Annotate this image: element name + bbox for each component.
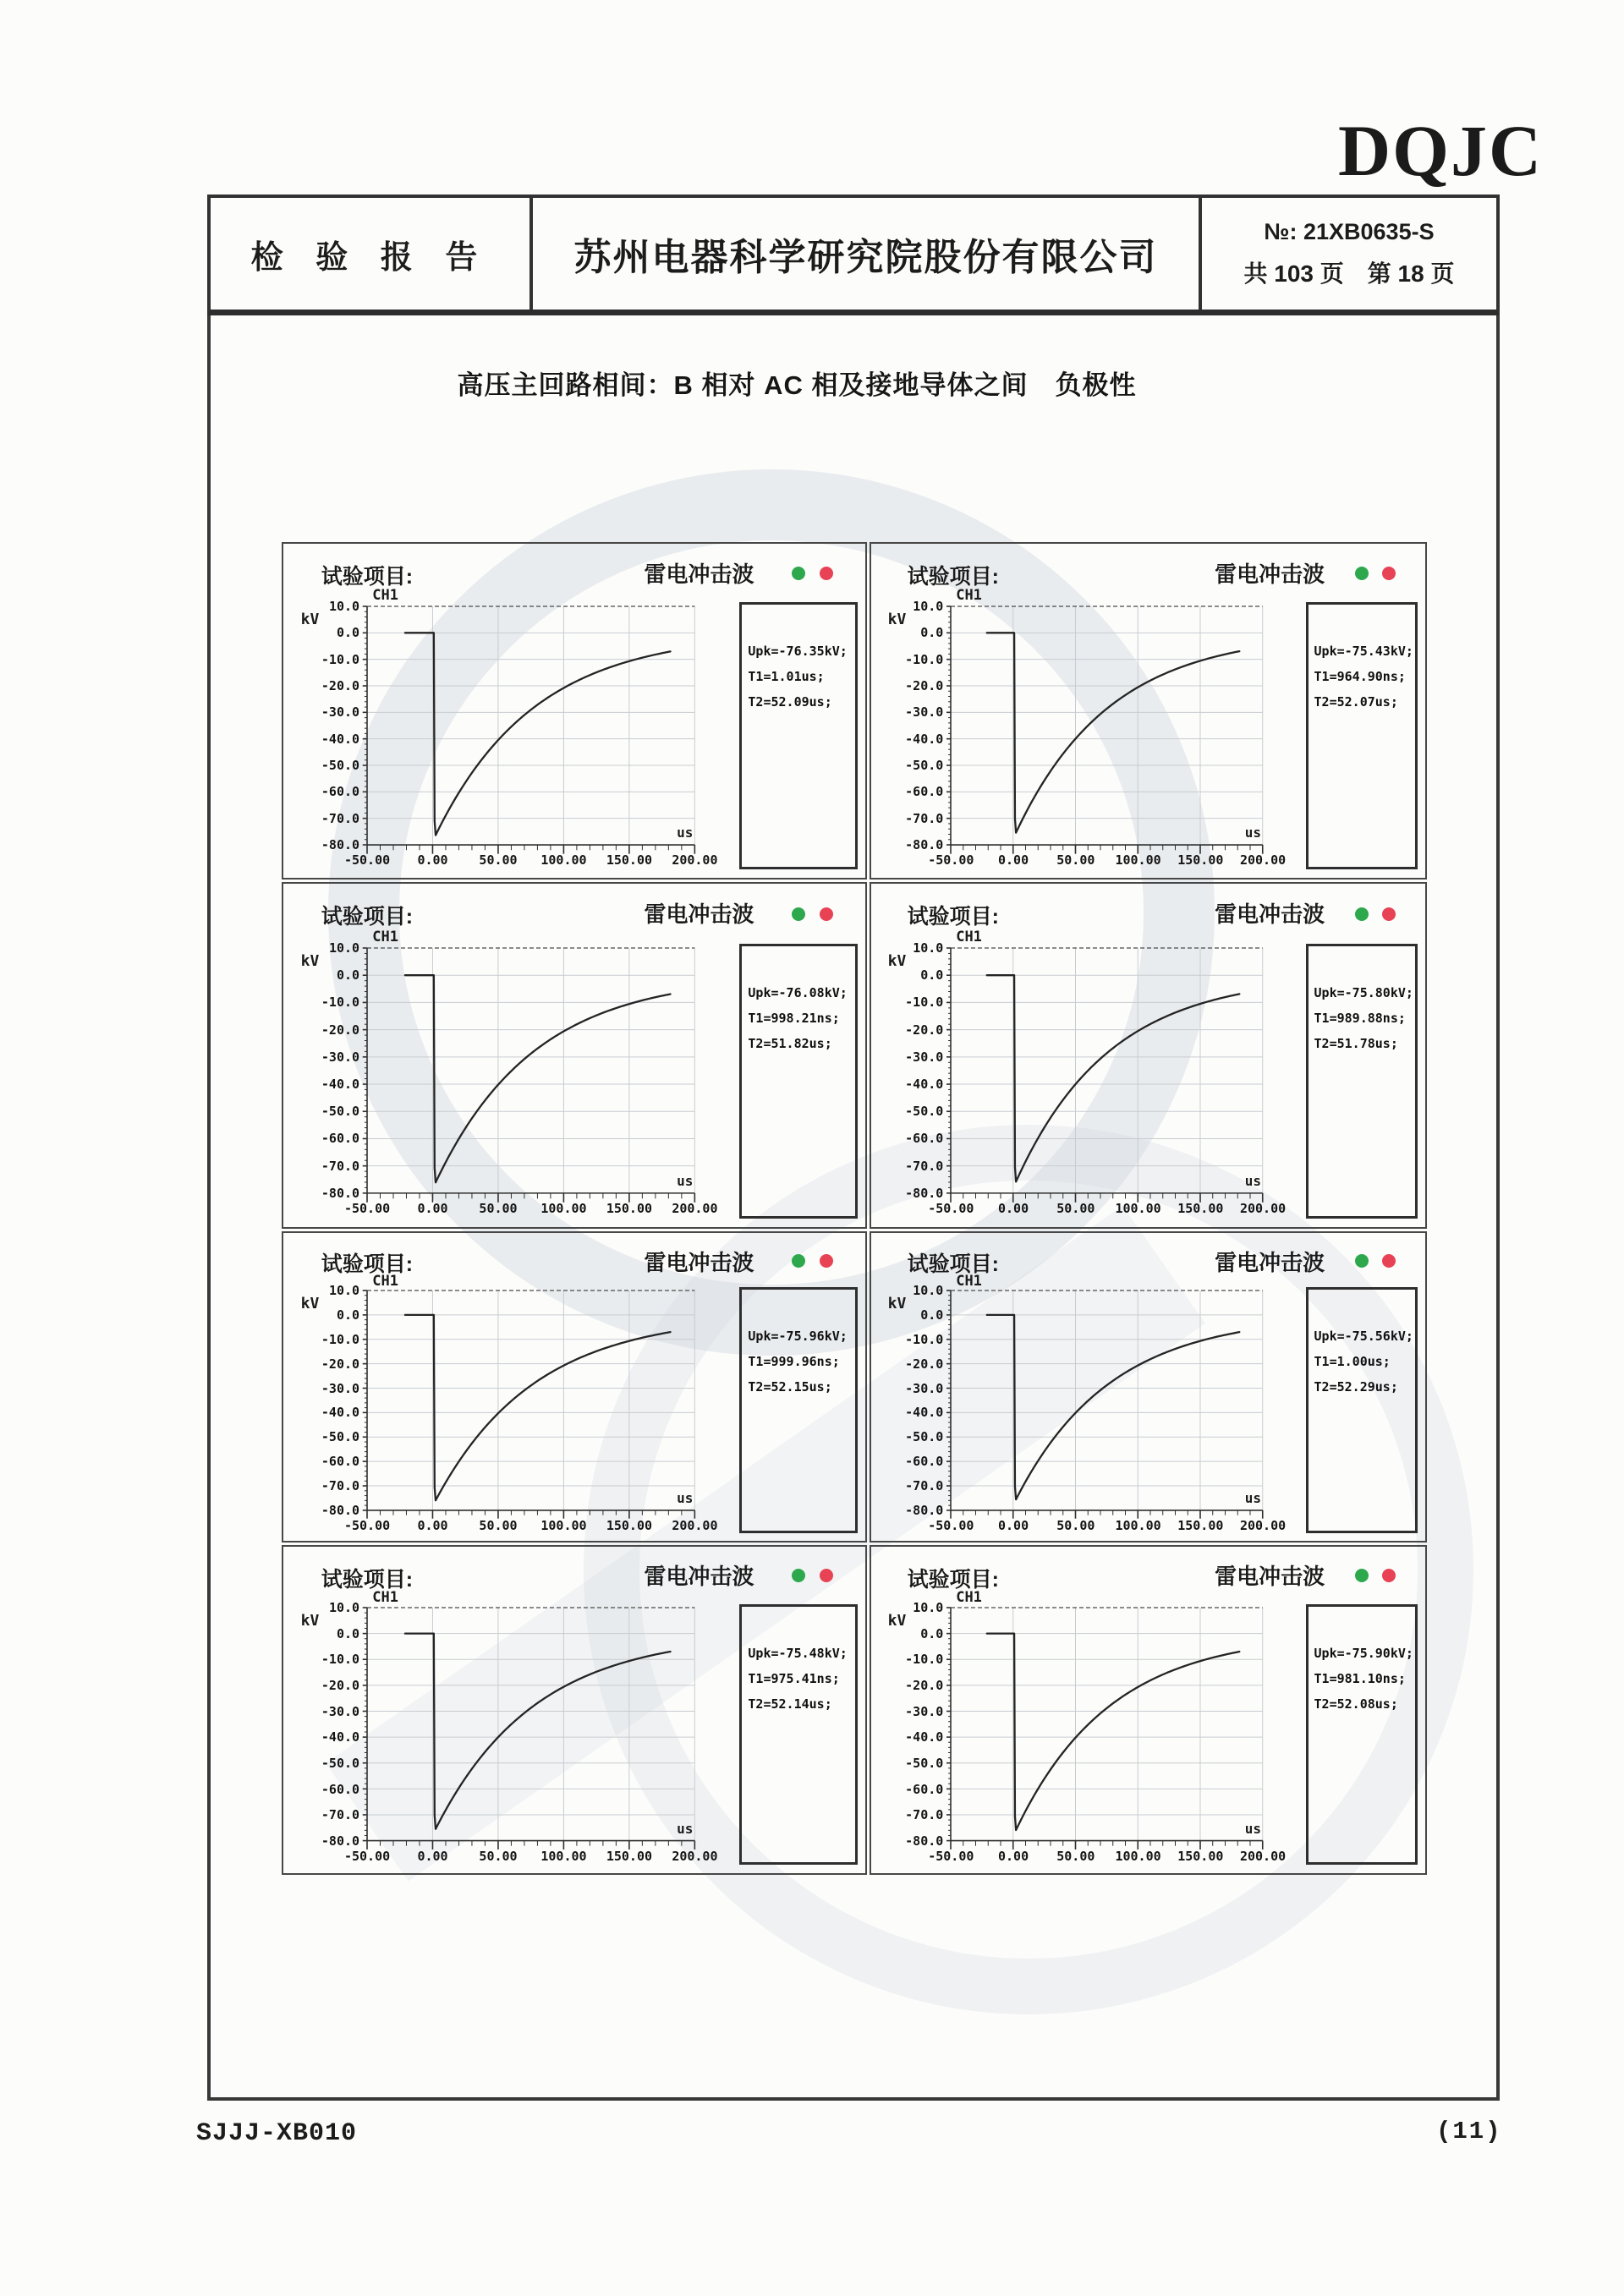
y-tick-label: -70.0 — [905, 810, 944, 826]
y-tick-label: -20.0 — [905, 1022, 944, 1038]
x-tick-label: 50.00 — [1056, 852, 1095, 868]
red-status-dot-icon — [1382, 567, 1396, 580]
peak-voltage-value: Upk=-75.56kV; — [1314, 1328, 1413, 1344]
y-tick-label: -10.0 — [321, 1652, 360, 1668]
y-tick-label: -70.0 — [321, 1478, 360, 1494]
y-tick-label: -50.0 — [905, 1104, 944, 1120]
waveform-plot-area — [321, 598, 718, 868]
x-tick-label: 100.00 — [540, 1848, 587, 1864]
peak-voltage-value: Upk=-75.48kV; — [748, 1645, 848, 1661]
channel-label: CH1 — [372, 928, 398, 945]
test-item-label: 试验项目: — [907, 1252, 999, 1277]
green-status-dot-icon — [792, 907, 805, 921]
waveform-plot-area — [905, 1283, 1287, 1533]
company-name: 苏州电器科学研究院股份有限公司 — [573, 237, 1158, 278]
y-tick-label: 10.0 — [328, 1600, 360, 1616]
front-time-value: T1=981.10ns; — [1314, 1670, 1406, 1686]
red-status-dot-icon — [820, 907, 833, 921]
y-tick-label: -20.0 — [905, 1678, 944, 1694]
page-count-info: 共 103 页 第 18 页 — [1243, 260, 1455, 287]
y-tick-label: 0.0 — [920, 1625, 944, 1641]
header-table — [207, 195, 1500, 315]
red-status-dot-icon — [1382, 1569, 1396, 1582]
front-time-value: T1=1.00us; — [1314, 1353, 1391, 1369]
green-status-dot-icon — [792, 1569, 805, 1582]
impulse-waveform-panel — [870, 1231, 1427, 1543]
y-tick-label: 0.0 — [920, 1307, 944, 1323]
wave-type-label: 雷电冲击波 — [1215, 1564, 1325, 1590]
x-tick-label: 50.00 — [1056, 1517, 1095, 1533]
channel-label: CH1 — [956, 1273, 982, 1290]
header-cell-company — [533, 198, 1202, 310]
x-axis-unit-label: us — [1244, 1172, 1262, 1189]
y-tick-label: 10.0 — [913, 1283, 944, 1299]
y-tick-label: 10.0 — [913, 940, 944, 956]
measurement-box — [1306, 1604, 1418, 1866]
y-tick-label: 0.0 — [336, 625, 360, 641]
x-tick-label: 100.00 — [1115, 852, 1161, 868]
impulse-trace — [405, 1315, 671, 1500]
y-tick-label: 10.0 — [913, 1600, 944, 1616]
y-tick-label: -10.0 — [905, 1652, 944, 1668]
x-tick-label: 100.00 — [540, 1517, 587, 1533]
x-tick-label: 150.00 — [1177, 1517, 1224, 1533]
test-item-label: 试验项目: — [907, 564, 999, 589]
x-tick-label: 200.00 — [1239, 1517, 1287, 1533]
y-tick-label: 10.0 — [913, 598, 944, 614]
waveform-chart — [367, 1290, 694, 1510]
x-axis-unit-label: us — [1244, 1820, 1262, 1837]
y-tick-label: -40.0 — [905, 1076, 944, 1092]
impulse-trace — [987, 975, 1240, 1181]
x-tick-label: 50.00 — [479, 852, 518, 868]
wave-type-label: 雷电冲击波 — [1215, 901, 1325, 928]
impulse-waveform-panel — [282, 882, 867, 1229]
red-status-dot-icon — [1382, 1254, 1396, 1268]
x-tick-label: 100.00 — [1115, 1200, 1161, 1216]
x-tick-label: 200.00 — [672, 1848, 718, 1864]
y-tick-label: -50.0 — [321, 757, 360, 773]
y-tick-label: -70.0 — [321, 1158, 360, 1174]
y-tick-label: -80.0 — [905, 1502, 944, 1518]
y-axis-unit-label: kV — [300, 952, 320, 971]
x-tick-label: 200.00 — [672, 1200, 718, 1216]
waveform-chart — [951, 1608, 1263, 1841]
x-tick-label: 200.00 — [672, 852, 718, 868]
x-axis-unit-label: us — [677, 824, 694, 841]
x-tick-label: -50.00 — [343, 852, 391, 868]
y-axis-unit-label: kV — [300, 1612, 320, 1630]
half-value-time-value: T2=52.09us; — [748, 694, 832, 710]
impulse-waveform-panel — [282, 542, 867, 879]
half-value-time-value: T2=52.15us; — [748, 1378, 832, 1395]
y-tick-label: 0.0 — [336, 1307, 360, 1323]
y-tick-label: -30.0 — [321, 1049, 360, 1065]
y-tick-label: -30.0 — [905, 1380, 944, 1396]
y-tick-label: -80.0 — [321, 1185, 360, 1201]
measurement-box — [739, 1604, 858, 1866]
channel-label: CH1 — [372, 1273, 398, 1290]
impulse-waveform-panel — [282, 1545, 867, 1875]
y-tick-label: -50.0 — [905, 1429, 944, 1445]
document-code: SJJJ-XB010 — [196, 2119, 358, 2148]
section-title: 高压主回路相间：B 相对 AC 相及接地导体之间 负极性 — [457, 370, 1137, 400]
x-tick-label: 150.00 — [606, 1200, 653, 1216]
x-tick-label: 100.00 — [1115, 1517, 1161, 1533]
half-value-time-value: T2=52.07us; — [1314, 694, 1398, 710]
y-tick-label: -60.0 — [321, 1131, 360, 1147]
wave-type-label: 雷电冲击波 — [644, 1249, 754, 1275]
y-tick-label: -30.0 — [905, 1703, 944, 1719]
y-tick-label: -60.0 — [905, 1781, 944, 1797]
green-status-dot-icon — [1355, 567, 1369, 580]
x-tick-label: 200.00 — [1239, 852, 1287, 868]
y-tick-label: -40.0 — [905, 731, 944, 747]
y-tick-label: -60.0 — [321, 1781, 360, 1797]
y-tick-label: -60.0 — [321, 1454, 360, 1470]
impulse-waveform-panel — [870, 1545, 1427, 1875]
y-tick-label: -70.0 — [321, 810, 360, 826]
y-tick-label: -10.0 — [321, 995, 360, 1011]
y-tick-label: -80.0 — [321, 836, 360, 852]
y-tick-label: 10.0 — [328, 598, 360, 614]
header-cell-report-no — [1202, 198, 1496, 310]
y-axis-unit-label: kV — [300, 1294, 320, 1312]
green-status-dot-icon — [792, 567, 805, 580]
waveform-plot-area — [321, 1283, 718, 1533]
x-tick-label: 50.00 — [479, 1200, 518, 1216]
waveform-plot-area — [905, 598, 1287, 868]
waveform-plot-area — [321, 1600, 718, 1864]
y-tick-label: -10.0 — [321, 651, 360, 667]
wave-type-label: 雷电冲击波 — [644, 1564, 754, 1590]
y-tick-label: 0.0 — [920, 625, 944, 641]
half-value-time-value: T2=52.08us; — [1314, 1696, 1398, 1712]
x-tick-label: 0.00 — [417, 852, 448, 868]
x-tick-label: 150.00 — [606, 1517, 653, 1533]
x-tick-label: -50.00 — [928, 852, 974, 868]
y-tick-label: 0.0 — [920, 967, 944, 984]
test-item-label: 试验项目: — [321, 1252, 414, 1277]
red-status-dot-icon — [1382, 907, 1396, 921]
impulse-trace — [405, 633, 671, 835]
channel-label: CH1 — [956, 1589, 982, 1607]
measurement-box — [1306, 1287, 1418, 1533]
y-tick-label: -70.0 — [905, 1807, 944, 1823]
x-tick-label: 100.00 — [540, 1200, 587, 1216]
y-tick-label: -50.0 — [321, 1104, 360, 1120]
green-status-dot-icon — [792, 1254, 805, 1268]
y-tick-label: -60.0 — [905, 1454, 944, 1470]
test-item-label: 试验项目: — [907, 1567, 999, 1592]
y-tick-label: -10.0 — [321, 1331, 360, 1347]
y-tick-label: -40.0 — [905, 1405, 944, 1421]
y-tick-label: 10.0 — [328, 940, 360, 956]
impulse-waveform-panel — [282, 1231, 867, 1543]
peak-voltage-value: Upk=-75.80kV; — [1314, 985, 1413, 1001]
peak-voltage-value: Upk=-76.08kV; — [748, 985, 848, 1001]
impulse-trace — [405, 975, 671, 1182]
y-tick-label: 0.0 — [336, 967, 360, 984]
front-time-value: T1=964.90ns; — [1314, 669, 1406, 685]
y-tick-label: -40.0 — [321, 1729, 360, 1745]
x-tick-label: 0.00 — [998, 852, 1029, 868]
x-tick-label: 50.00 — [479, 1517, 518, 1533]
y-tick-label: -70.0 — [905, 1158, 944, 1174]
y-tick-label: -20.0 — [321, 1678, 360, 1694]
test-item-label: 试验项目: — [321, 905, 414, 929]
oscillogram-grid — [282, 542, 1427, 1875]
impulse-trace — [987, 1315, 1240, 1499]
peak-voltage-value: Upk=-75.96kV; — [748, 1328, 848, 1344]
x-tick-label: 150.00 — [1177, 852, 1224, 868]
y-tick-label: -30.0 — [321, 704, 360, 721]
impulse-trace — [405, 1634, 671, 1829]
x-tick-label: 100.00 — [540, 852, 587, 868]
y-tick-label: -30.0 — [321, 1380, 360, 1396]
wave-type-label: 雷电冲击波 — [1215, 1249, 1325, 1275]
y-tick-label: -40.0 — [321, 1076, 360, 1092]
impulse-trace — [987, 633, 1240, 832]
y-tick-label: -70.0 — [321, 1807, 360, 1823]
y-axis-unit-label: kV — [887, 611, 907, 628]
measurement-box — [739, 944, 858, 1219]
report-title: 检 验 报 告 — [250, 239, 490, 276]
y-tick-label: -80.0 — [905, 1833, 944, 1849]
y-tick-label: -50.0 — [905, 757, 944, 773]
header-cell-report-title — [211, 198, 533, 310]
y-tick-label: -50.0 — [321, 1429, 360, 1445]
dqjc-logo: DQJC — [1338, 110, 1544, 191]
y-tick-label: -10.0 — [905, 1331, 944, 1347]
wave-type-label: 雷电冲击波 — [644, 561, 754, 587]
x-tick-label: 0.00 — [998, 1517, 1029, 1533]
y-tick-label: -40.0 — [321, 731, 360, 747]
y-tick-label: -80.0 — [905, 836, 944, 852]
impulse-trace — [987, 1634, 1240, 1830]
y-tick-label: -60.0 — [905, 1131, 944, 1147]
y-tick-label: -80.0 — [321, 1502, 360, 1518]
waveform-chart — [367, 606, 694, 845]
y-axis-unit-label: kV — [887, 1294, 907, 1312]
x-axis-unit-label: us — [677, 1172, 694, 1189]
x-tick-label: 150.00 — [1177, 1200, 1224, 1216]
y-tick-label: -20.0 — [905, 677, 944, 693]
x-tick-label: 150.00 — [606, 852, 653, 868]
report-number: №: 21XB0635-S — [1264, 218, 1435, 244]
measurement-box — [1306, 944, 1418, 1219]
x-axis-unit-label: us — [677, 1489, 694, 1506]
waveform-chart — [951, 948, 1263, 1193]
channel-label: CH1 — [372, 587, 398, 605]
test-item-label: 试验项目: — [321, 564, 414, 589]
measurement-box — [739, 602, 858, 869]
y-tick-label: -30.0 — [321, 1703, 360, 1719]
test-item-label: 试验项目: — [321, 1567, 414, 1592]
x-tick-label: 50.00 — [479, 1848, 518, 1864]
x-axis-unit-label: us — [677, 1820, 694, 1837]
green-status-dot-icon — [1355, 1254, 1369, 1268]
waveform-chart — [951, 1290, 1263, 1510]
y-axis-unit-label: kV — [887, 1612, 907, 1630]
peak-voltage-value: Upk=-76.35kV; — [748, 644, 848, 660]
y-tick-label: -10.0 — [905, 995, 944, 1011]
x-tick-label: 200.00 — [1239, 1848, 1287, 1864]
front-time-value: T1=1.01us; — [748, 669, 825, 685]
measurement-box — [739, 1287, 858, 1533]
half-value-time-value: T2=51.82us; — [748, 1036, 832, 1052]
x-tick-label: -50.00 — [343, 1848, 391, 1864]
page-number: (11) — [1436, 2118, 1502, 2145]
half-value-time-value: T2=52.14us; — [748, 1696, 832, 1712]
y-tick-label: -20.0 — [321, 1356, 360, 1372]
front-time-value: T1=998.21ns; — [748, 1011, 840, 1027]
y-tick-label: -30.0 — [905, 1049, 944, 1065]
red-status-dot-icon — [820, 1254, 833, 1268]
impulse-waveform-panel — [870, 882, 1427, 1229]
front-time-value: T1=975.41ns; — [748, 1670, 840, 1686]
y-tick-label: -40.0 — [321, 1405, 360, 1421]
red-status-dot-icon — [820, 567, 833, 580]
waveform-chart — [367, 1608, 694, 1841]
y-tick-label: -10.0 — [905, 651, 944, 667]
y-tick-label: -70.0 — [905, 1478, 944, 1494]
peak-voltage-value: Upk=-75.90kV; — [1314, 1645, 1413, 1661]
y-tick-label: -50.0 — [905, 1755, 944, 1771]
x-tick-label: -50.00 — [928, 1517, 974, 1533]
front-time-value: T1=999.96ns; — [748, 1353, 840, 1369]
wave-type-label: 雷电冲击波 — [1215, 561, 1325, 587]
channel-label: CH1 — [956, 587, 982, 605]
x-axis-unit-label: us — [1244, 1489, 1262, 1506]
x-tick-label: 0.00 — [417, 1848, 448, 1864]
y-tick-label: -60.0 — [905, 784, 944, 800]
half-value-time-value: T2=51.78us; — [1314, 1036, 1398, 1052]
y-tick-label: -60.0 — [321, 784, 360, 800]
impulse-waveform-panel — [870, 542, 1427, 879]
y-tick-label: -30.0 — [905, 704, 944, 721]
measurement-box — [1306, 602, 1418, 869]
peak-voltage-value: Upk=-75.43kV; — [1314, 644, 1413, 660]
y-tick-label: -20.0 — [321, 1022, 360, 1038]
x-tick-label: 200.00 — [1239, 1200, 1287, 1216]
x-tick-label: 150.00 — [1177, 1848, 1224, 1864]
x-axis-unit-label: us — [1244, 824, 1262, 841]
green-status-dot-icon — [1355, 1569, 1369, 1582]
y-tick-label: -40.0 — [905, 1729, 944, 1745]
front-time-value: T1=989.88ns; — [1314, 1011, 1406, 1027]
x-tick-label: 100.00 — [1115, 1848, 1161, 1864]
channel-label: CH1 — [372, 1589, 398, 1607]
waveform-chart — [367, 948, 694, 1193]
half-value-time-value: T2=52.29us; — [1314, 1378, 1398, 1395]
green-status-dot-icon — [1355, 907, 1369, 921]
x-tick-label: 50.00 — [1056, 1848, 1095, 1864]
waveform-plot-area — [905, 940, 1287, 1216]
y-axis-unit-label: kV — [887, 952, 907, 971]
y-tick-label: -20.0 — [321, 677, 360, 693]
test-item-label: 试验项目: — [907, 905, 999, 929]
waveform-plot-area — [321, 940, 718, 1216]
x-tick-label: 0.00 — [998, 1848, 1029, 1864]
x-tick-label: -50.00 — [928, 1848, 974, 1864]
x-tick-label: 0.00 — [417, 1517, 448, 1533]
x-tick-label: -50.00 — [928, 1200, 974, 1216]
y-tick-label: -80.0 — [321, 1833, 360, 1849]
y-tick-label: 0.0 — [336, 1625, 360, 1641]
wave-type-label: 雷电冲击波 — [644, 901, 754, 928]
x-tick-label: 50.00 — [1056, 1200, 1095, 1216]
y-tick-label: -50.0 — [321, 1755, 360, 1771]
x-tick-label: 150.00 — [606, 1848, 653, 1864]
x-tick-label: 200.00 — [672, 1517, 718, 1533]
waveform-plot-area — [905, 1600, 1287, 1864]
channel-label: CH1 — [956, 928, 982, 945]
red-status-dot-icon — [820, 1569, 833, 1582]
y-tick-label: -20.0 — [905, 1356, 944, 1372]
x-tick-label: -50.00 — [343, 1200, 391, 1216]
x-tick-label: 0.00 — [998, 1200, 1029, 1216]
y-tick-label: 10.0 — [328, 1283, 360, 1299]
waveform-chart — [951, 606, 1263, 845]
y-axis-unit-label: kV — [300, 611, 320, 628]
x-tick-label: 0.00 — [417, 1200, 448, 1216]
x-tick-label: -50.00 — [343, 1517, 391, 1533]
y-tick-label: -80.0 — [905, 1185, 944, 1201]
